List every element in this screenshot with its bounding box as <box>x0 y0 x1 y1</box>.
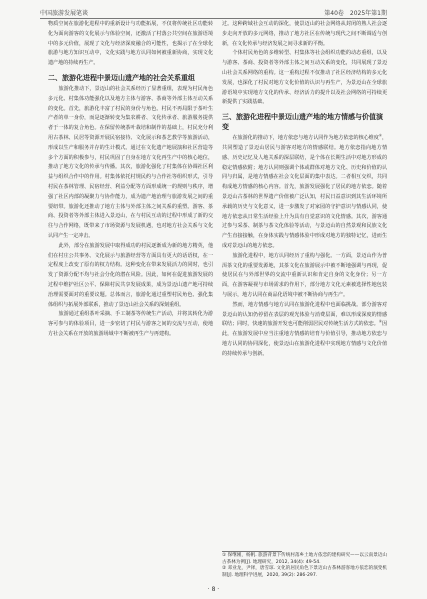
body-paragraph <box>48 20 213 69</box>
paragraph-text: 在旅游化的推动下，地方依恋与地方认同作为地方依恋的核心维度 <box>232 135 379 142</box>
body-paragraph <box>222 301 387 360</box>
journal-column-title: 中国旅游发展笔谈 <box>40 10 89 17</box>
body-paragraph <box>222 20 387 49</box>
footnotes <box>222 553 387 579</box>
footnote-marker[interactable]: ② <box>378 319 382 324</box>
body-paragraph <box>48 242 213 311</box>
body-paragraph <box>222 134 387 252</box>
right-text-column <box>222 20 387 548</box>
paragraph-text: 过。这种跨域社会互动的深化，使景迈山的社会网络从封闭的熟人社会逐步走向开放的多元网络，推动了地方社区在传统与现代之间不断调适与创新，在文化传承与经济发展之间寻求新的平衡。 <box>222 21 387 47</box>
paragraph-text: 旅游化推动下，景迈山的社会关系经历了显著重组，表现为村民角色多元化、村集体功能强化以及地方主体与游客、茶商等外部主体互动关系的变化。首先，旅游化丰富了村民的身份与角色。村民不再局限于茶叶生产者的单一身份，而是逐渐转变为集农耕者、文化传承者、旅游服务提供者于一体的复合角色。在保留传统茶叶栽培和制作的基础上，村民充分利用古茶林、民居等资源开展民宿接待、文化展示和茶艺教学等旅游活动，形成以生产和服务并存的生计模式。通过在文化遗产地展演和社区营造等多个方面的积极参与，村民巩固了自身在地方文化再生产中的核心地位，推动了地方文化的传承与传播。其次，旅游化强化了村集体在协调社区利益与组织合作中的作用。村集体依托村规民约与合作社等组织形式，引导村民在茶林管理、民宿经营、利益分配等方面形成统一的规则与秩序，增强了社区内部的凝聚力与协作能力，成为遗产地治理与旅游发展之间的重要纽带。旅游化还推动了地方主体与外部主体之间关系的重塑。游客、茶商、投资者等外部主体进入景迈山，在与村民互动的过程中形成了新的交往与合作网络，既带来了市场资源与发展机遇，也对地方社会关系与文化认同产生一定冲击。 <box>48 85 213 239</box>
section-heading: 三、旅游化进程中景迈山遗产地的地方情感与价值演变 <box>222 113 383 132</box>
paragraph-text: 旅游化进程中，地方认同经历了重构与强化。一方面，景迈山作为普洱茶文化的重要发源地，其茶文化在旅游展示中被不断地强调与再现，促使居民在与外部世界的交流中重新认识和肯定自身的文化身份；另一方面，在游客凝视与市场需求的作用下，部分地方文化元素被选择性地包装与展示，地方认同在商品化语境中被不断协商与再生产。 <box>222 252 387 298</box>
issue-info: 第40卷 2025年第1期 <box>324 10 387 17</box>
body-paragraph <box>48 85 213 242</box>
section-heading: 二、旅游化进程中景迈山遗产地的社会关系重组 <box>48 73 195 82</box>
running-header <box>40 6 387 18</box>
footnote-marker[interactable]: ① <box>378 133 382 138</box>
paragraph-text: 此外，部分在旅游发展中取得成功的村民逐渐成为新的地方精英，他们在村庄公共事务、文化展示与旅游经营等方面具有更大的话语权，在一定程度上改变了原有的权力结构。这种变化在带来发展活力的同时，也引发了资源分配不均与社会分化的潜在风险。因此，如何在促进旅游发展的过程中维护社区公平、保障村民共享发展成果，成为景迈山遗产地可持续治理需要面对的重要议题。总体而言，旅游化通过重塑村民角色、强化集体组织与拓展外部联系，推动了景迈山社会关系的深刻重组。 <box>48 242 213 308</box>
paragraph-text: 物质空间在旅游化进程中的重新设计与功能拓展，不仅将传统社区功能转化为面向游客的文化展示与体验空间，还激活了村落公共空间在旅游语境中的多元价值，展现了文化与经济深度融合的可能性，也揭示了在全球化旅游与地方知识互动中，文化实践与地方认同如何被重新协商，实现文化遗产地的持续再生产。 <box>48 21 213 67</box>
paragraph-text: 因此，在旅游发展中应当注重地方情感的培育与价值引导，推动地方依恋与地方认同的协同深化，使景迈山在旅游化进程中实现地方情感与文化价值的持续传承与创新。 <box>222 321 387 357</box>
paragraph-text: 个体村民角色的多维转型、村集体等社会组织功能的动态重组，以及与游客、茶商、投资者等外部主体之间互动关系的变化，共同展现了景迈山社会关系网络的重构。这一重构过程不仅推动了社区经济结构的多元化发展，也深化了村民对地方文化价值的认识与再生产，为景迈山在全球旅游语境中实现地方文化的传承、经济活力的提升以及社会网络的可持续更新提供了实践基础。 <box>222 50 387 106</box>
paragraph-text: ，共同塑造了景迈山居民与游客对地方的情感联结。地方依恋指向地方情感、历史记忆及人地关系的深层联结，是个体在长期生活中对地方形成的稳定情感依附；地方认同则强调个体或群体对地方文化、历史和价值的认同与归属，是地方情感在社会文化层面的集中表达。二者相互交织，共同构成地方情感的核心内容。首先，旅游发展强化了居民的地方依恋。随着景迈山古茶林的世界遗产价值被广泛认知，村民日益意识到其生活环境所承载的历史与文化意义，进一步激发了对家园的守护意识与情感认同，使地方依恋从日常生活经验上升为具有自觉意识的文化情感。其次，游客通过参与采茶、制茶与茶文化体验等活动，与景迈山的自然景观和民族文化产生直接接触，在身体实践与情感体验中形成对地方的独特记忆，进而生成对景迈山的地方依恋。 <box>222 135 387 249</box>
paragraph-text: 旅游通过重组茶叶采摘、手工制茶等传统生产活动，并将其转化为游客可参与的体验项目，进一步密切了村民与游客之间的交流与互动，使地方社会关系在开放的旅游场域中不断被再生产与再建构。 <box>48 311 213 337</box>
body-paragraph <box>222 49 387 108</box>
body-paragraph <box>48 310 213 339</box>
footnote-item: ① 保继刚，杨帆. 旅游背景下传统村落乡土地方依恋的建构研究——以云南景迈山古茶林为例[J]. 地理研究，2012, 34(4): 49-54. <box>222 553 387 565</box>
footnote-separator <box>222 551 282 552</box>
paragraph-text: 然而，地方情感与地方认同在旅游化进程中也面临挑战。部分游客对景迈山的认知仍停留在表层的观光体验与消费层面，难以形成深度的情感联结；同时，快速的旅游开发也可能削弱居民对传统生活方式的依恋。 <box>222 301 387 328</box>
footnote-item: ② 邓业龙，尹铎，唐雪琼. 文化的居民角色下景迈山古茶林游客地方依恋的演变机制[J]. 地理科学进展，2020, 39(2): 286-297. <box>222 566 387 578</box>
left-text-column <box>48 20 213 548</box>
body-paragraph <box>222 252 387 301</box>
header-rule <box>40 18 387 19</box>
page-number: · 8 · <box>207 586 220 593</box>
